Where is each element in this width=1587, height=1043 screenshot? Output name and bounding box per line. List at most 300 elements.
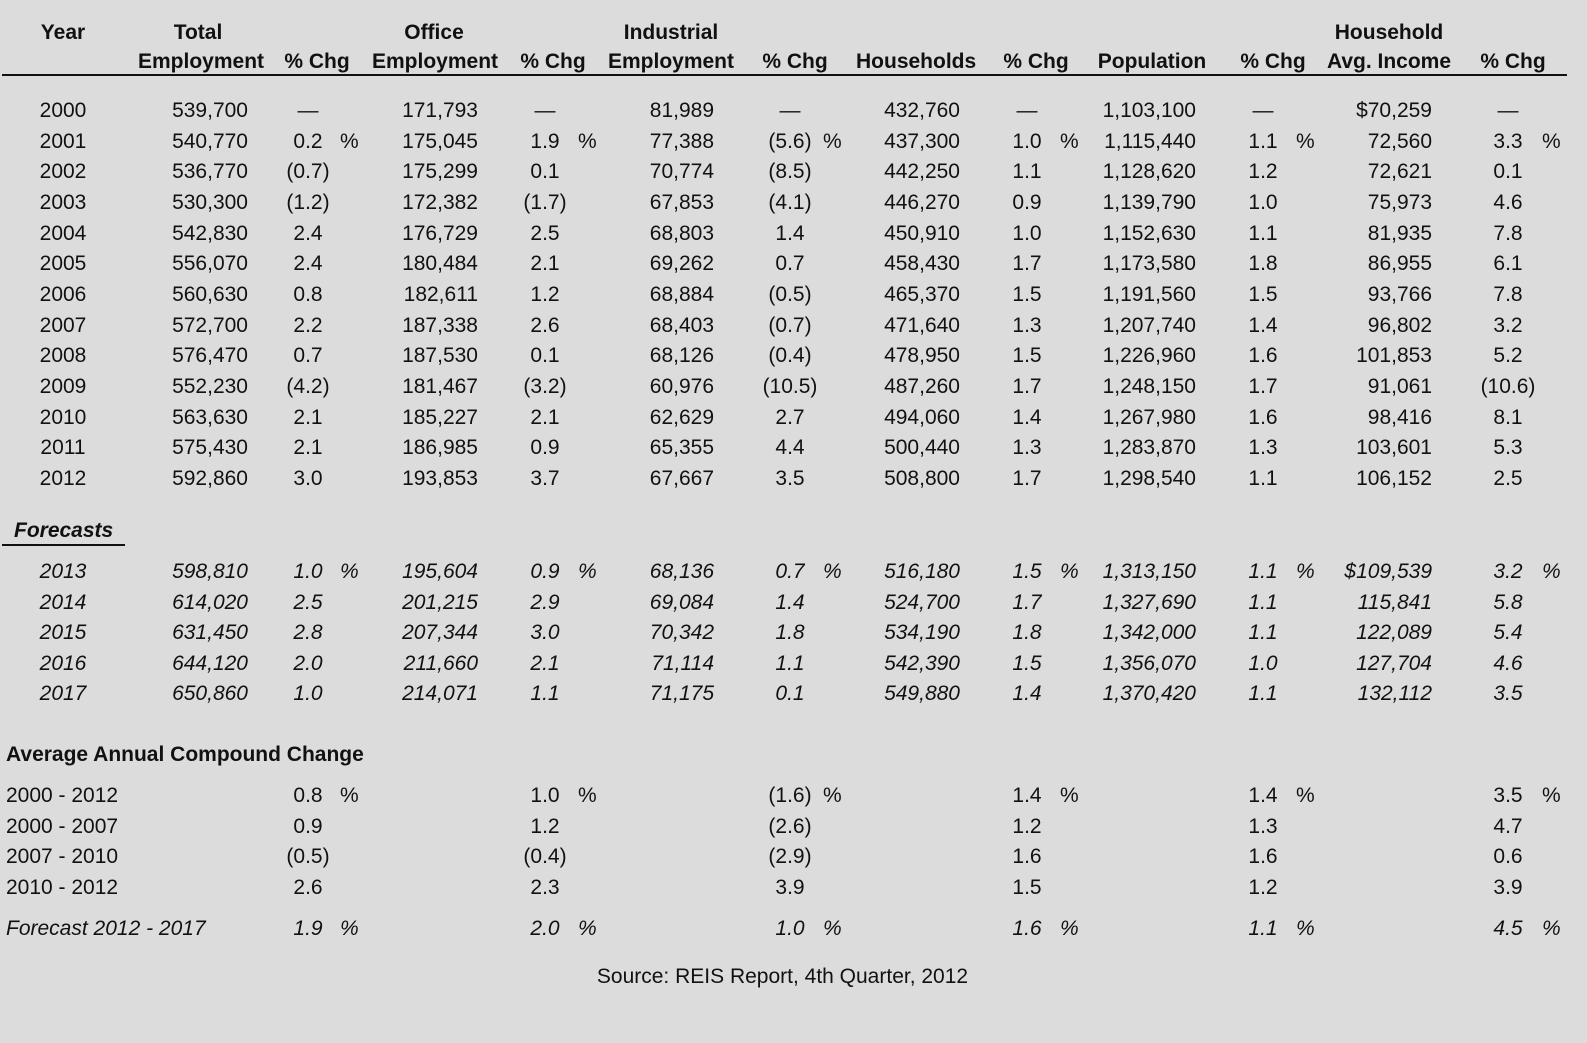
year-cell: 2004 [39,221,87,245]
percent-sign: % [823,129,842,153]
inc-cell: $70,259 [1356,99,1432,122]
table-row [0,341,1587,371]
inc-cell: 81,935 [1367,221,1432,245]
pop-cell: 1,152,630 [1102,221,1196,245]
year-cell: 2011 [40,436,86,460]
p5-chg-cell: 1.6 [1248,405,1278,429]
p4-chg-cell: 1.4 [1012,405,1042,429]
pop-cell: 1,139,790 [1102,190,1196,214]
te-cell: 563,630 [172,405,248,429]
p1-chg-cell: 0.2 [293,129,323,153]
p6-chg-cell: 4.6 [1493,651,1523,675]
p6-chg-cell: 5.3 [1493,436,1523,460]
table-row [0,812,1587,842]
hh-cell: 516,180 [884,560,960,583]
header-chg-3: % Chg [762,50,828,73]
p5-chg-cell: 1.7 [1248,374,1278,398]
inc-cell: 96,802 [1367,313,1432,337]
p4-chg-cell: 1.0 [1012,129,1042,153]
p5-chg-cell: 1.2 [1248,875,1278,899]
ie-cell: 68,126 [649,344,714,368]
percent-sign: % [823,784,842,807]
te-cell: 536,770 [172,160,248,184]
oe-cell: 187,338 [402,313,478,337]
p5-chg-cell: 1.1 [1248,221,1278,245]
ie-cell: 68,884 [649,282,714,306]
ie-cell: 67,667 [649,466,714,490]
table-row [0,280,1587,310]
percent-sign: % [1296,560,1315,583]
table-row [0,127,1587,157]
p6-chg-cell: 0.1 [1493,160,1523,184]
p4-chg-cell: — [1016,99,1038,122]
table-row [0,618,1587,648]
table-row [0,219,1587,249]
period-label: Forecast 2012 - 2017 [6,917,206,940]
p1-chg-cell: (0.5) [286,845,330,869]
hh-cell: 524,700 [884,590,960,614]
p3-chg-cell: (2.6) [768,814,812,838]
year-cell: 2005 [39,252,87,276]
p3-chg-cell: 1.0 [775,917,805,940]
percent-sign: % [1542,917,1561,940]
p3-chg-cell: (2.9) [768,845,812,869]
p2-chg-cell: 3.7 [530,466,560,490]
inc-cell: 93,766 [1367,282,1432,306]
te-cell: 631,450 [172,621,248,645]
oe-cell: 201,215 [402,590,478,614]
forecasts-rule [2,544,125,546]
percent-sign: % [823,560,842,583]
p5-chg-cell: 1.1 [1248,129,1278,153]
te-cell: 592,860 [172,466,248,490]
te-cell: 614,020 [172,590,248,614]
p3-chg-cell: (0.5) [768,282,812,306]
p2-chg-cell: — [534,99,556,122]
inc-cell: 127,704 [1356,651,1432,675]
p6-chg-cell: 3.3 [1493,129,1523,153]
table-row [0,249,1587,279]
p3-chg-cell: 1.4 [775,221,805,245]
p6-chg-cell: 0.6 [1493,845,1523,869]
ie-cell: 77,388 [649,129,714,153]
p2-chg-cell: 0.9 [530,560,560,583]
percent-sign: % [1542,784,1561,807]
p6-chg-cell: 5.4 [1493,621,1523,645]
ie-cell: 70,774 [649,160,714,184]
p1-chg-cell: (4.2) [286,374,330,398]
p5-chg-cell: 1.3 [1248,814,1278,838]
header-population: Population [1097,50,1207,73]
pop-cell: 1,267,980 [1102,405,1196,429]
oe-cell: 176,729 [402,221,478,245]
p4-chg-cell: 1.7 [1012,252,1042,276]
p5-chg-cell: 1.2 [1248,160,1278,184]
p3-chg-cell: 4.4 [775,436,805,460]
inc-cell: 132,112 [1357,682,1432,706]
p5-chg-cell: 1.6 [1248,845,1278,869]
p3-chg-cell: (4.1) [768,190,812,214]
pop-cell: 1,342,000 [1102,621,1196,645]
period-label: 2007 - 2010 [6,845,119,869]
p6-chg-cell: (10.6) [1480,374,1536,398]
p4-chg-cell: 1.2 [1012,814,1042,838]
p4-chg-cell: 1.4 [1012,784,1042,807]
p6-chg-cell: 7.8 [1493,221,1523,245]
pop-cell: 1,191,560 [1102,282,1196,306]
year-cell: 2010 [39,405,87,429]
p5-chg-cell: 1.4 [1248,784,1278,807]
p6-chg-cell: — [1497,99,1519,122]
ie-cell: 71,114 [651,651,714,675]
p4-chg-cell: 1.4 [1012,682,1042,706]
p2-chg-cell: 1.0 [530,784,560,807]
p2-chg-cell: 2.1 [530,252,560,276]
p3-chg-cell: (1.6) [768,784,812,807]
oe-cell: 182,611 [403,282,478,306]
hh-cell: 508,800 [884,466,960,490]
p1-chg-cell: — [297,99,319,122]
table-row [0,679,1587,709]
p4-chg-cell: 1.5 [1012,875,1042,899]
table-row [0,372,1587,402]
percent-sign: % [823,917,842,940]
p6-chg-cell: 8.1 [1493,405,1523,429]
pop-cell: 1,103,100 [1102,99,1196,122]
period-label: 2010 - 2012 [6,875,119,899]
p6-chg-cell: 3.9 [1493,875,1523,899]
p4-chg-cell: 1.7 [1012,466,1042,490]
header-chg-5: % Chg [1240,50,1306,73]
year-cell: 2007 [39,313,87,337]
table-row [0,311,1587,341]
table-row [0,464,1587,494]
p1-chg-cell: 1.0 [293,682,323,706]
table-row [0,781,1587,811]
percent-sign: % [1296,917,1315,940]
year-cell: 2008 [39,344,87,368]
te-cell: 576,470 [172,344,248,368]
p4-chg-cell: 1.7 [1012,590,1042,614]
year-cell: 2006 [39,282,87,306]
ie-cell: 65,355 [649,436,714,460]
p2-chg-cell: 0.9 [530,436,560,460]
ie-cell: 68,403 [649,313,714,337]
p3-chg-cell: 1.8 [775,621,805,645]
p2-chg-cell: (1.7) [523,190,567,214]
p3-chg-cell: 0.7 [775,560,805,583]
pop-cell: 1,313,150 [1102,560,1196,583]
hh-cell: 432,760 [884,99,960,122]
forecasts-label: Forecasts [14,519,114,542]
p6-chg-cell: 6.1 [1493,252,1523,276]
hh-cell: 446,270 [884,190,960,214]
p3-chg-cell: 3.9 [775,875,805,899]
p4-chg-cell: 1.0 [1012,221,1042,245]
p5-chg-cell: — [1252,99,1274,122]
inc-cell: 75,973 [1367,190,1432,214]
ie-cell: 70,342 [649,621,714,645]
p3-chg-cell: (0.4) [768,344,812,368]
p2-chg-cell: (0.4) [523,845,567,869]
p5-chg-cell: 1.1 [1248,917,1278,940]
p1-chg-cell: 2.1 [293,436,323,460]
ie-cell: 60,976 [649,374,714,398]
year-cell: 2015 [39,621,87,645]
table-row [0,873,1587,903]
p1-chg-cell: 0.7 [293,344,323,368]
oe-cell: 171,793 [402,99,478,122]
header-household-income: Household Avg. Income [1326,21,1452,73]
p2-chg-cell: (3.2) [523,374,567,398]
p5-chg-cell: 1.6 [1248,344,1278,368]
te-cell: 575,430 [172,436,248,460]
p5-chg-cell: 1.8 [1248,252,1278,276]
te-cell: 530,300 [172,190,248,214]
p1-chg-cell: 2.1 [293,405,323,429]
hh-cell: 494,060 [884,405,960,429]
percent-sign: % [340,784,359,807]
percent-sign: % [1296,129,1315,153]
oe-cell: 211,660 [403,651,478,675]
p6-chg-cell: 4.5 [1493,917,1523,940]
p4-chg-cell: 0.9 [1012,190,1042,214]
year-cell: 2013 [39,560,87,583]
oe-cell: 214,071 [402,682,478,706]
pop-cell: 1,128,620 [1102,160,1196,184]
header-office-employment: Office Employment [372,21,499,73]
te-cell: 542,830 [172,221,248,245]
p5-chg-cell: 1.1 [1248,466,1278,490]
p1-chg-cell: 0.8 [293,784,323,807]
percent-sign: % [578,784,597,807]
hh-cell: 458,430 [884,252,960,276]
p2-chg-cell: 2.3 [530,875,560,899]
ie-cell: 68,803 [649,221,714,245]
p4-chg-cell: 1.6 [1012,845,1042,869]
percent-sign: % [578,560,597,583]
year-cell: 2016 [39,651,87,675]
year-cell: 2014 [39,590,87,614]
te-cell: 560,630 [172,282,248,306]
te-cell: 539,700 [172,99,248,122]
p1-chg-cell: 1.0 [293,560,323,583]
percent-sign: % [578,917,597,940]
hh-cell: 549,880 [884,682,960,706]
percent-sign: % [1542,129,1561,153]
p2-chg-cell: 0.1 [530,344,560,368]
pop-cell: 1,248,150 [1102,374,1196,398]
inc-cell: 72,621 [1367,160,1432,184]
p5-chg-cell: 1.3 [1248,436,1278,460]
header-chg-4: % Chg [1003,50,1069,73]
pop-cell: 1,173,580 [1102,252,1196,276]
p6-chg-cell: 3.2 [1493,313,1523,337]
te-cell: 598,810 [172,560,248,583]
p2-chg-cell: 2.6 [530,313,560,337]
pop-cell: 1,226,960 [1102,344,1196,368]
p3-chg-cell: — [779,99,801,122]
percent-sign: % [340,560,359,583]
p6-chg-cell: 4.6 [1493,190,1523,214]
hh-cell: 500,440 [884,436,960,460]
p2-chg-cell: 1.2 [530,282,560,306]
hh-cell: 542,390 [884,651,960,675]
p1-chg-cell: 2.4 [293,252,323,276]
oe-cell: 207,344 [402,621,478,645]
percent-sign: % [1060,917,1079,940]
inc-cell: 101,853 [1356,344,1432,368]
pop-cell: 1,283,870 [1102,436,1196,460]
year-cell: 2009 [39,374,87,398]
p2-chg-cell: 1.1 [530,682,560,706]
inc-cell: 72,560 [1367,129,1432,153]
p3-chg-cell: 0.1 [775,682,805,706]
p4-chg-cell: 1.5 [1012,282,1042,306]
te-cell: 552,230 [172,374,248,398]
percent-sign: % [340,129,359,153]
p4-chg-cell: 1.3 [1012,313,1042,337]
p1-chg-cell: 2.2 [293,313,323,337]
source-note: Source: REIS Report, 4th Quarter, 2012 [596,965,969,988]
p1-chg-cell: 1.9 [293,917,323,940]
p5-chg-cell: 1.1 [1248,560,1278,583]
inc-cell: 103,601 [1356,436,1432,460]
p6-chg-cell: 7.8 [1493,282,1523,306]
header-chg-2: % Chg [520,50,586,73]
inc-cell: 91,061 [1367,374,1432,398]
p1-chg-cell: 0.9 [293,814,323,838]
p2-chg-cell: 3.0 [530,621,560,645]
header-chg-6: % Chg [1480,50,1546,73]
inc-cell: 106,152 [1356,466,1432,490]
pop-cell: 1,327,690 [1102,590,1196,614]
hh-cell: 450,910 [884,221,960,245]
inc-cell: 86,955 [1367,252,1432,276]
ie-cell: 69,084 [649,590,714,614]
p5-chg-cell: 1.1 [1248,621,1278,645]
table-row [0,842,1587,872]
oe-cell: 195,604 [402,560,478,583]
pop-cell: 1,356,070 [1102,651,1196,675]
percent-sign: % [1542,560,1561,583]
p1-chg-cell: 2.0 [293,651,323,675]
p6-chg-cell: 3.5 [1493,784,1523,807]
p5-chg-cell: 1.1 [1248,590,1278,614]
header-households: Households [856,50,977,73]
te-cell: 556,070 [172,252,248,276]
inc-cell: 122,089 [1356,621,1432,645]
p6-chg-cell: 3.2 [1493,560,1523,583]
header-year: Year [40,21,86,44]
table-header [0,18,1587,76]
forecast-compound-row [0,914,1587,944]
hh-cell: 478,950 [884,344,960,368]
p3-chg-cell: (10.5) [762,374,818,398]
header-chg-1: % Chg [284,50,350,73]
p2-chg-cell: 1.9 [530,129,560,153]
p6-chg-cell: 3.5 [1493,682,1523,706]
period-label: 2000 - 2007 [6,814,119,838]
p3-chg-cell: 3.5 [775,466,805,490]
ie-cell: 71,175 [649,682,714,706]
p3-chg-cell: (8.5) [768,160,812,184]
p2-chg-cell: 2.1 [530,405,560,429]
hh-cell: 534,190 [884,621,960,645]
p2-chg-cell: 2.5 [530,221,560,245]
header-total-employment: Total Employment [138,21,265,73]
hh-cell: 487,260 [884,374,960,398]
p3-chg-cell: 2.7 [775,405,805,429]
pop-cell: 1,370,420 [1102,682,1196,706]
p1-chg-cell: 0.8 [293,282,323,306]
year-cell: 2017 [39,682,87,706]
p4-chg-cell: 1.5 [1012,560,1042,583]
percent-sign: % [340,917,359,940]
hh-cell: 437,300 [884,129,960,153]
p2-chg-cell: 2.9 [530,590,560,614]
table-row [0,433,1587,463]
oe-cell: 193,853 [402,466,478,490]
p5-chg-cell: 1.0 [1248,651,1278,675]
percent-sign: % [1060,784,1079,807]
year-cell: 2001 [39,129,87,153]
p4-chg-cell: 1.5 [1012,344,1042,368]
p5-chg-cell: 1.1 [1248,682,1278,706]
percent-sign: % [1060,560,1079,583]
p1-chg-cell: 2.5 [293,590,323,614]
p6-chg-cell: 5.2 [1493,344,1523,368]
table-row [0,157,1587,187]
ie-cell: 62,629 [649,405,714,429]
ie-cell: 69,262 [649,252,714,276]
p1-chg-cell: 2.8 [293,621,323,645]
oe-cell: 172,382 [402,190,478,214]
period-label: 2000 - 2012 [6,784,119,807]
pop-cell: 1,298,540 [1102,466,1196,490]
p5-chg-cell: 1.4 [1248,313,1278,337]
table-row [0,403,1587,433]
p1-chg-cell: 2.6 [293,875,323,899]
inc-cell: 98,416 [1367,405,1432,429]
te-cell: 644,120 [172,651,248,675]
oe-cell: 187,530 [402,344,478,368]
p4-chg-cell: 1.5 [1012,651,1042,675]
p6-chg-cell: 5.8 [1493,590,1523,614]
te-cell: 572,700 [172,313,248,337]
p6-chg-cell: 2.5 [1493,466,1523,490]
p3-chg-cell: 1.4 [775,590,805,614]
te-cell: 540,770 [172,129,248,153]
inc-cell: $109,539 [1344,560,1432,583]
percent-sign: % [1060,129,1079,153]
compound-label: Average Annual Compound Change [6,743,364,766]
p4-chg-cell: 1.6 [1012,917,1042,940]
table-row [0,557,1587,587]
oe-cell: 185,227 [402,405,478,429]
pop-cell: 1,207,740 [1102,313,1196,337]
p4-chg-cell: 1.1 [1012,160,1042,184]
p3-chg-cell: (5.6) [768,129,812,153]
hh-cell: 442,250 [884,160,960,184]
p2-chg-cell: 1.2 [530,814,560,838]
ie-cell: 68,136 [649,560,714,583]
p3-chg-cell: (0.7) [768,313,812,337]
p2-chg-cell: 2.1 [530,651,560,675]
p5-chg-cell: 1.0 [1248,190,1278,214]
percent-sign: % [1296,784,1315,807]
p1-chg-cell: 2.4 [293,221,323,245]
